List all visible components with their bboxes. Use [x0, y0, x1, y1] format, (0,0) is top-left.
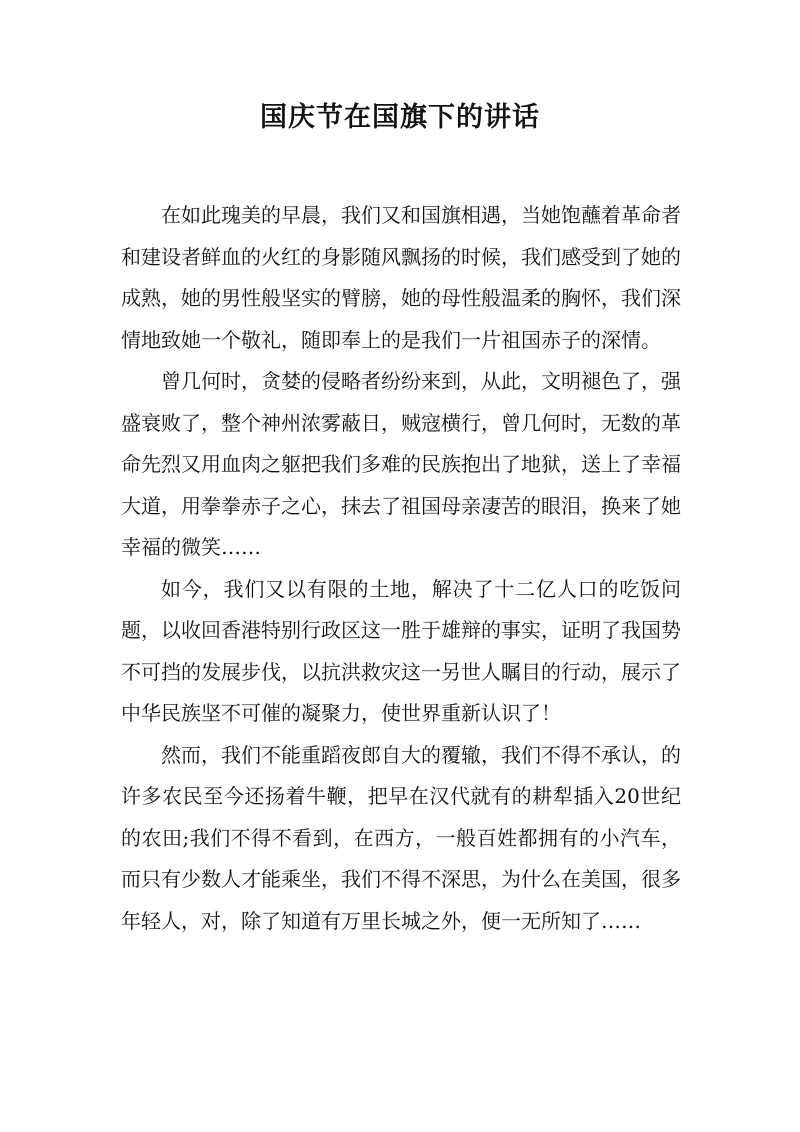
paragraph-2: 曾几何时，贪婪的侵略者纷纷来到，从此，文明褪色了，强盛衰败了，整个神州浓雾蔽日，贼寇横行，曾几何时，无数的革命先烈又用血肉之躯把我们多难的民族抱出了地狱，送上了幸福大道，用拳拳赤子之心，抹去了祖国母亲凄苦的眼泪，换来了她幸福的微笑……: [121, 369, 681, 559]
paragraph-3: 如今，我们又以有限的土地，解决了十二亿人口的吃饭问题，以收回香港特别行政区这一胜于雄辩的事实，证明了我国势不可挡的发展步伐，以抗洪救灾这一另世人瞩目的行动，展示了中华民族坚不可催的凝聚力，使世界重新认识了！: [121, 576, 681, 725]
paragraph-1: 在如此瑰美的早晨，我们又和国旗相遇，当她饱蘸着革命者和建设者鲜血的火红的身影随风飘扬的时候，我们感受到了她的成熟，她的男性般坚实的臂膀，她的母性般温柔的胸怀，我们深情地致她一个敬礼，随即奉上的是我们一片祖国赤子的深情。: [121, 203, 681, 352]
paragraph-4: 然而，我们不能重蹈夜郎自大的覆辙，我们不得不承认，的许多农民至今还扬着牛鞭，把早在汉代就有的耕犁插入20世纪的农田;我们不得不看到，在西方，一般百姓都拥有的小汽车，而只有少数人才能乘坐，我们不得不深思，为什么在美国，很多年轻人，对，除了知道有万里长城之外，便一无所知了……: [121, 742, 681, 933]
document-body: [121, 195, 681, 942]
document-title: 国庆节在国旗下的讲话: [260, 102, 540, 133]
